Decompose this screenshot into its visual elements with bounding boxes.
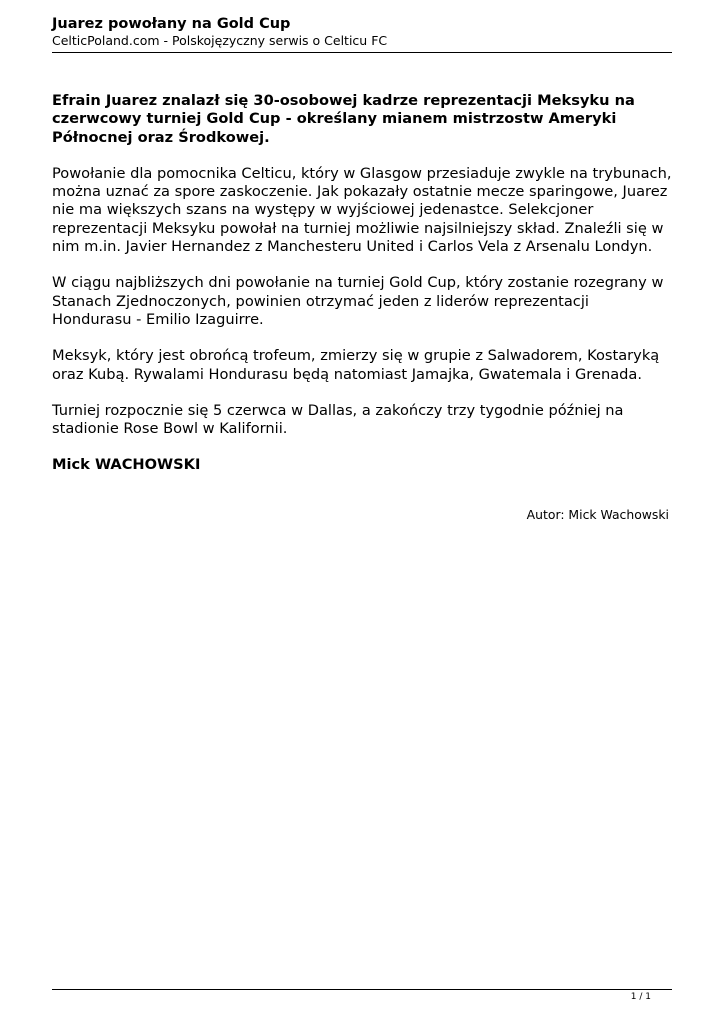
article-paragraph-4: Turniej rozpocznie się 5 czerwca w Dallas, a zakończy trzy tygodnie później na stadionie Rose Bowl w Kalifornii. xyxy=(52,401,624,438)
footer-divider xyxy=(52,989,672,990)
article-lead: Efrain Juarez znalazł się 30-osobowej kadrze reprezentacji Meksyku na czerwcowy turniej Gold Cup - określany mianem mistrzostw Ameryki Północnej oraz Środkowej. xyxy=(52,92,635,146)
article-paragraph-3: Meksyk, który jest obrońcą trofeum, zmierzy się w grupie z Salwadorem, Kostaryką oraz Kubą. Rywalami Hondurasu będą natomiast Jamajka, Gwatemala i Grenada. xyxy=(52,347,660,383)
page-header xyxy=(52,15,672,49)
article-body xyxy=(52,92,672,475)
article-title: Juarez powołany na Gold Cup xyxy=(52,16,291,32)
header-divider xyxy=(52,52,672,53)
article-signature: Mick WACHOWSKI xyxy=(52,456,201,474)
article-paragraph-2: W ciągu najbliższych dni powołanie na turniej Gold Cup, który zostanie rozegrany w Stanach Zjednoczonych, powinien otrzymać jeden z liderów reprezentacji Hondurasu - Emilio Izaguirre. xyxy=(52,274,664,328)
page-number: 1 / 1 xyxy=(630,992,651,1002)
author-line: Autor: Mick Wachowski xyxy=(526,507,669,522)
article-paragraph-1: Powołanie dla pomocnika Celticu, który w Glasgow przesiaduje zwykle na trybunach, można uznać za spore zaskoczenie. Jak pokazały ostatnie mecze sparingowe, Juarez nie ma większych szans na występy w wyjściowej jedenastce. Selekcjoner reprezentacji Meksyku powołał na turniej możliwie najsilniejszy skład. Znaleźli się w nim m.in. Javier Hernandez z Manchesteru United i Carlos Vela z Arsenalu Londyn. xyxy=(52,164,672,256)
site-subtitle: CelticPoland.com - Polskojęzyczny serwis o Celticu FC xyxy=(52,33,388,48)
